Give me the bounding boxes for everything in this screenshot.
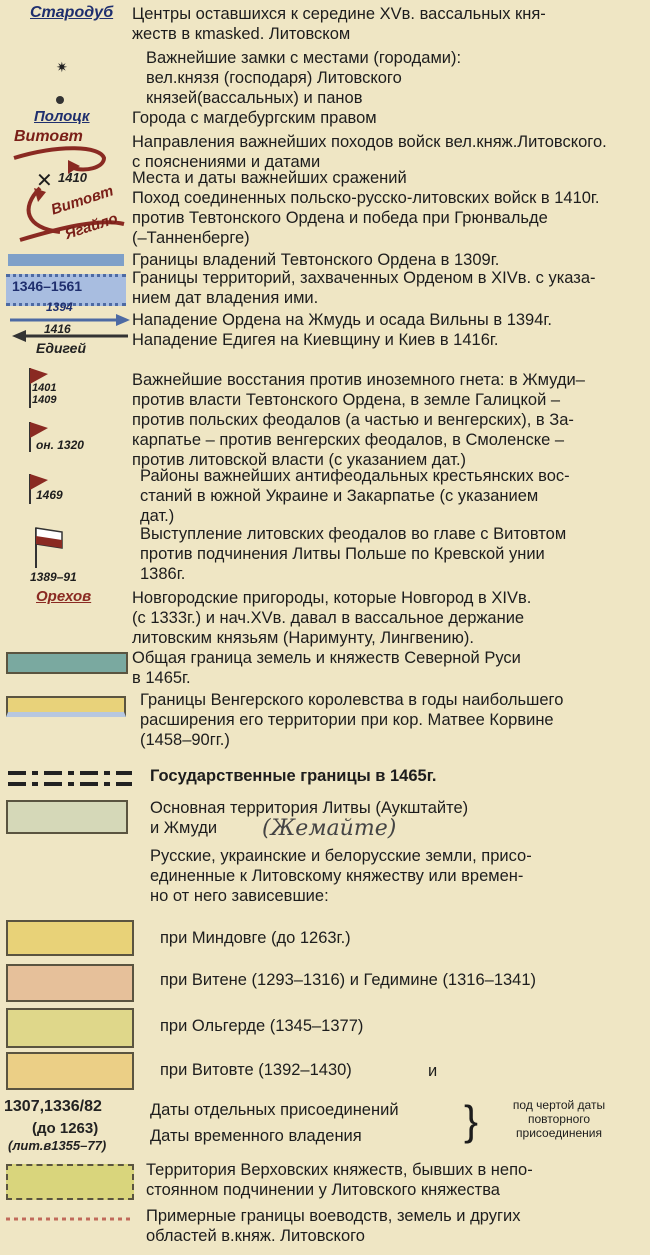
legend-row-olgerd [0, 1008, 650, 1048]
legend-row-castles [0, 46, 650, 110]
vitovt-text: при Витовте (1392–1430) [160, 1061, 352, 1079]
legend-row-joint-campaign [0, 182, 650, 250]
vitovt-swatch [6, 1052, 134, 1090]
legend-row-uprisings [0, 368, 650, 472]
temp-dates-label-2: (лит.в1355–77) [8, 1138, 107, 1153]
voivodeships-text: Примерные границы воеводств, земель и других областей в.княж. Литовского [146, 1207, 521, 1245]
castle-symbols [0, 46, 140, 110]
feudals-date-label: 1389–91 [30, 570, 77, 584]
legend-row-annexed-intro [0, 846, 650, 910]
novgorod-suburb-label: Орехов [36, 588, 92, 605]
edigei-text: Нападение Едигея на Киевщину и Киев в 1416г. [132, 331, 499, 349]
joint-campaign-text: Поход соединенных польско-русско-литовских войск в 1410г. против Тевтонского Ордена и победа при Грюнвальде (–Танненберге) [132, 189, 600, 247]
curly-bracket: } [464, 1097, 479, 1144]
legend-row-lithuania-core [0, 798, 650, 844]
verkhovsk-text: Территория Верховских княжеств, бывших в непо- стоянном подчинении у Литовского княжества [146, 1161, 533, 1199]
mindovg-text: при Миндовге (до 1263г.) [160, 929, 351, 947]
annex-dates-label: 1307,1336/82 [4, 1098, 102, 1115]
magdeburg-text: Города с магдебургским правом [132, 109, 377, 127]
olgerd-swatch [6, 1008, 134, 1048]
vitovt-suffix: и [428, 1062, 438, 1080]
bracket-note: под чертой даты повторного присоединения [512, 1098, 606, 1140]
legend-row-dates [0, 1098, 650, 1158]
handwritten-note: (Жемайте) [262, 816, 397, 841]
order-attack-text: Нападение Ордена на Жмудь и осада Вильны в 1394г. [132, 311, 552, 329]
state-border-line-icon [0, 764, 140, 794]
viten-swatch [6, 964, 134, 1002]
battles-text: Места и даты важнейших сражений [132, 169, 407, 187]
joint-label-vitovt: Витовт [48, 182, 116, 219]
legend-row-verkhovsk [0, 1160, 650, 1204]
north-rus-border-text: Общая граница земель и княжеств Северной Руси в 1465г. [132, 649, 521, 687]
voivodeship-border-line-icon [6, 1214, 136, 1224]
campaign-label: Витовт [14, 128, 83, 145]
teutonic-1309-border-swatch [8, 254, 124, 266]
legend-row-edigei [0, 322, 650, 360]
uprising-flag-date-2: он. 1320 [36, 438, 84, 452]
campaigns-text: Направления важнейших походов войск вел.княж.Литовского. с пояснениями и датами [132, 133, 607, 171]
annex-dates-text: Даты отдельных присоединений [150, 1101, 399, 1119]
verkhovsk-swatch [6, 1164, 134, 1200]
vassal-centers-text: Центры оставшихся к середине XVв. вассальных кня- жеств в кmasked. Литовском [132, 5, 546, 43]
temp-dates-text: Даты временного владения [150, 1127, 362, 1145]
hungary-border-text: Границы Венгерского королевства в годы наибольшего расширения его территории при кор. Матвее Корвине (1458–90гг.) [140, 691, 564, 749]
novgorod-suburbs-text: Новгородские пригороды, которые Новгород в XIVв. (с 1333г.) и нач.XVв. давал в вассальное держание литовским князьям (Наримунту, Лингвению). [132, 589, 532, 647]
peasant-uprising-date: 1469 [36, 488, 63, 502]
legend-row-north-rus-border [0, 648, 650, 688]
lithuania-core-swatch [6, 800, 128, 834]
teutonic-1309-text: Границы владений Тевтонского Ордена в 1309г. [132, 251, 500, 269]
edigei-date-label: 1416 [44, 322, 71, 336]
annexed-intro-text: Русские, украинские и белорусские земли, присо- единенные к Литовскому княжеству или времен- но от него зависевшие: [150, 847, 532, 905]
legend-row-hungary-border [0, 690, 650, 756]
peasant-uprising-flag-icon [0, 466, 140, 524]
peasant-uprisings-text: Районы важнейших антифеодальных крестьянских вос- станий в южной Украине и Закарпатье (с указанием дат.) [140, 467, 570, 525]
viten-text: при Витене (1293–1316) и Гедимине (1316–1341) [160, 971, 537, 989]
battle-cross-icon: ✕ [36, 170, 53, 192]
legend-row-magdeburg [0, 108, 650, 130]
legend-row-mindovg [0, 918, 650, 958]
uprising-flags-icon [0, 368, 140, 472]
legend-row-novgorod-suburbs [0, 586, 650, 650]
olgerd-text: при Ольгерде (1345–1377) [160, 1017, 364, 1035]
lithuanian-feudals-text: Выступление литовских феодалов во главе с Витовтом против подчинения Литвы Польше по Кревской унии 1386г. [140, 525, 567, 583]
legend-row-peasant-uprisings [0, 466, 650, 524]
edigei-name-label: Едигей [36, 340, 87, 356]
lithuania-core-text: Основная территория Литвы (Аукштайте) и Жмуди [150, 799, 469, 837]
legend-row-voivodeships [0, 1206, 650, 1252]
castle-icons [0, 46, 140, 110]
legend-row-vitovt [0, 1052, 650, 1092]
battle-date-label: 1410 [58, 170, 87, 185]
uprisings-text: Важнейшие восстания против иноземного гнета: в Жмуди– против власти Тевтонского Ордена, в земле Галицкой – против польских феодалов (а частью и венгерских), в За- карпатье – против венгерских феодалов, в Смоленске – против литовской власти (с указанием дат.) [132, 371, 585, 469]
temp-dates-label-1: (до 1263) [32, 1120, 99, 1137]
legend-row-state-borders [0, 764, 650, 794]
legend-row-vassal-centers [0, 2, 650, 42]
legend-row-viten [0, 964, 650, 1004]
north-rus-border-swatch [6, 652, 128, 674]
dot-castle-icon [56, 96, 64, 104]
teutonic-xiv-dates-label: 1346–1561 [12, 278, 83, 294]
legend-row-lithuanian-feudals [0, 524, 650, 588]
order-attack-date-label: 1394 [46, 300, 73, 314]
castles-text: Важнейшие замки с местами (городами): вел.князя (господаря) Литовского князей(вассальных) и панов [146, 49, 462, 107]
teutonic-xiv-text: Границы территорий, захваченных Орденом в XIVв. с указа- нием дат владения ими. [132, 269, 596, 307]
joint-label-yagailo: Ягайло [62, 209, 120, 244]
vassal-center-symbol [0, 2, 140, 42]
legend-row-teutonic-xiv [0, 268, 650, 310]
star-castle-icon: ✷ [56, 59, 68, 75]
uprising-flag-date-1: 1401 1409 [32, 382, 57, 406]
hungary-border-swatch [6, 696, 126, 717]
state-borders-text: Государственные границы в 1465г. [150, 767, 437, 785]
magdeburg-city-label: Полоцк [34, 108, 90, 125]
mindovg-swatch [6, 920, 134, 956]
vassal-center-label: Стародуб [30, 4, 114, 21]
